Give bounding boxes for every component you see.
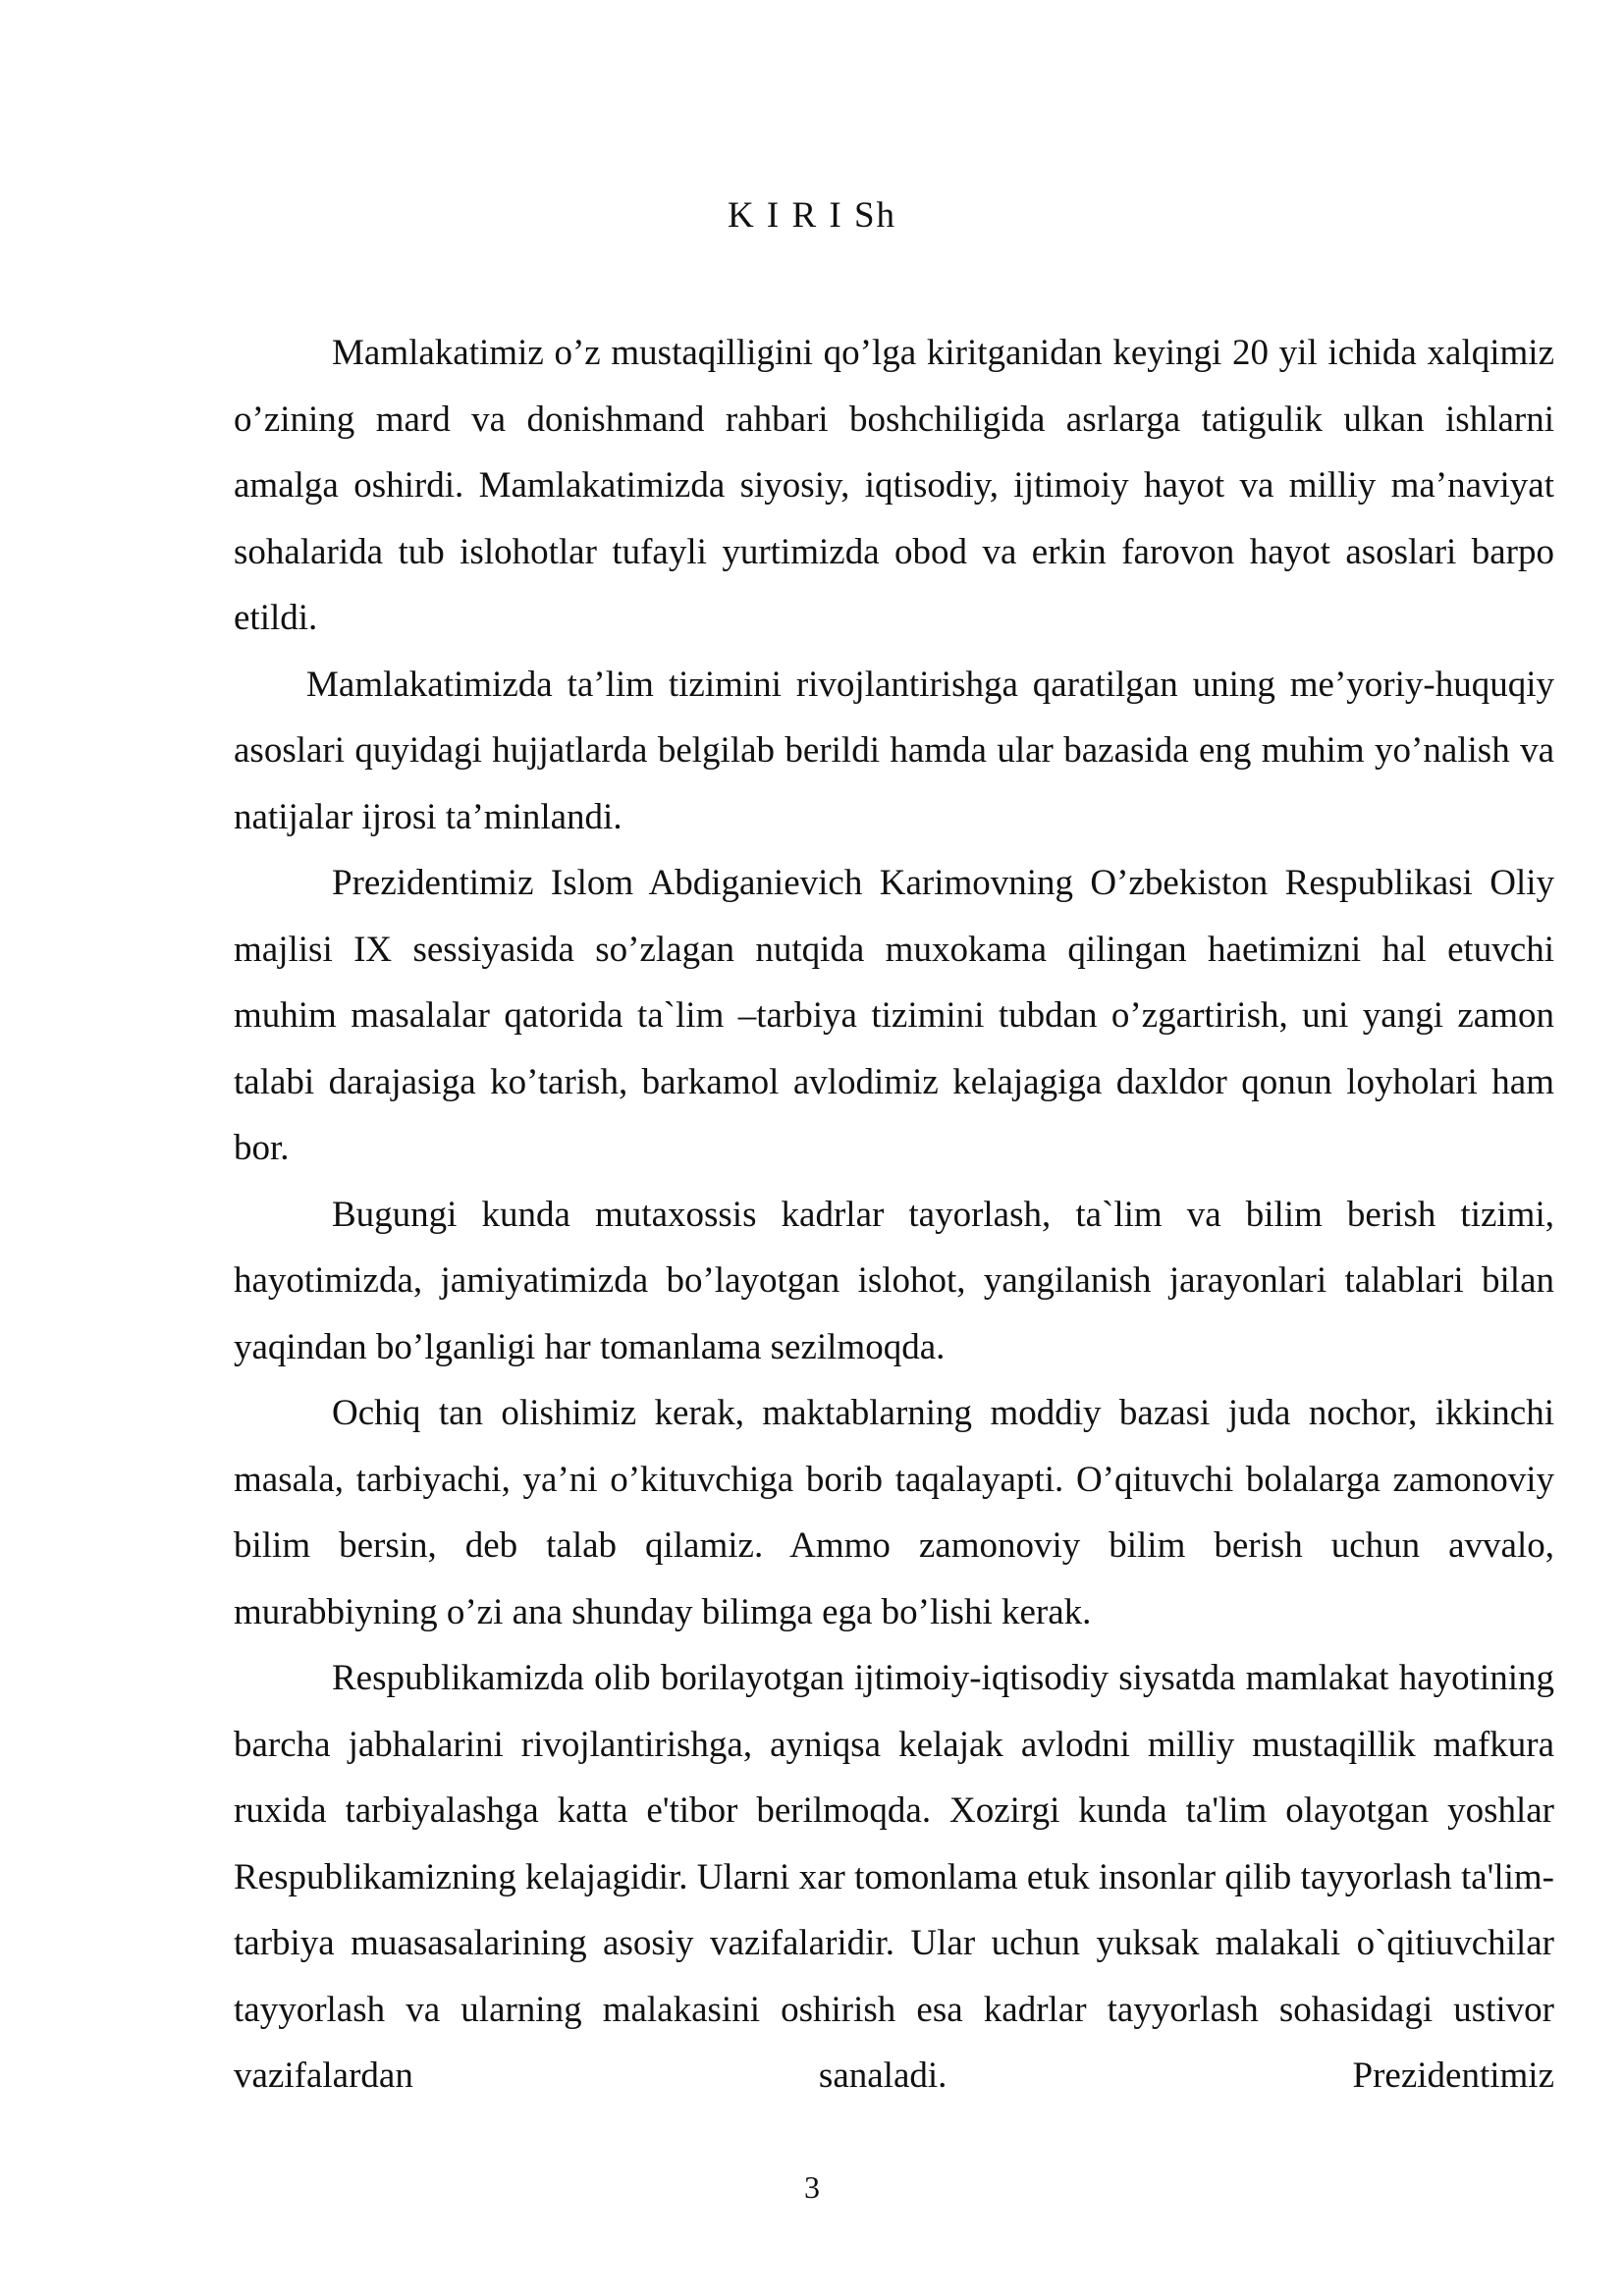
paragraph-1: Mamlakatimiz o’z mustaqilligini qo’lga kiritganidan keyingi 20 yil ichida xalqimiz o’zining mard va donishmand rahbari boshchiligida asrlarga tatigulik ulkan ishlarni amalga oshirdi. Mamlakatimizda siyosiy, iqtisodiy, ijtimoiy hayot va milliy ma’naviyat sohalarida tub islohotlar tufayli yurtimizda obod va erkin farovon hayot asoslari barpo etildi. (234, 333, 1554, 638)
page-number: 3 (804, 2169, 820, 2205)
page-title: K I R I Sh (727, 195, 897, 236)
paragraph-5: Ochiq tan olishimiz kerak, maktablarning moddiy bazasi juda nochor, ikkinchi masala, tarbiyachi, ya’ni o’kituvchiga borib taqalayapti. O’qituvchi bolalarga zamonoviy bilim bersin, deb talab qilamiz. Ammo zamonoviy bilim berish uchun avvalo, murabbiyning o’zi ana shunday bilimga ega bo’lishi kerak. (234, 1393, 1554, 1632)
paragraph-2: Mamlakatimizda ta’lim tizimini rivojlantirishga qaratilgan uning me’yoriy-huquqiy asoslari quyidagi hujjatlarda belgilab berildi hamda ular bazasida eng muhim yo’nalish va natijalar ijrosi ta’minlandi. (234, 664, 1554, 837)
paragraph-6: Respublikamizda olib borilayotgan ijtimoiy-iqtisodiy siysatda mamlakat hayotining barcha jabhalarini rivojlantirishga, ayniqsa kelajak avlodni milliy mustaqillik mafkura ruxida tarbiyalashga katta e'tibor berilmoqda. Xozirgi kunda ta'lim olayotgan yoshlar Respublikamizning kelajagidir. Ularni xar tomonlama etuk insonlar qilib tayyorlash ta'lim-tarbiya muasasalarining asosiy vazifalaridir. Ular uchun yuksak malakali o`qitiuvchilar tayyorlash va ularning malakasini oshirish esa kadrlar tayyorlash sohasidagi ustivor vazifalardan sanaladi. Prezidentimiz (234, 1658, 1554, 2096)
body-text (234, 320, 1554, 2109)
paragraph-4: Bugungi kunda mutaxossis kadrlar tayorlash, ta`lim va bilim berish tizimi, hayotimizda, jamiyatimizda bo’layotgan islohot, yangilanish jarayonlari talablari bilan yaqindan bo’lganligi har tomanlama sezilmoqda. (234, 1194, 1554, 1367)
paragraph-3: Prezidentimiz Islom Abdiganievich Karimovning O’zbekiston Respublikasi Oliy majlisi IX sessiyasida so’zlagan nutqida muxokama qilingan haetimizni hal etuvchi muhim masalalar qatorida ta`lim –tarbiya tizimini tubdan o’zgartirish, uni yangi zamon talabi darajasiga ko’tarish, barkamol avlodimiz kelajagiga daxldor qonun loyholari ham bor. (234, 863, 1554, 1168)
